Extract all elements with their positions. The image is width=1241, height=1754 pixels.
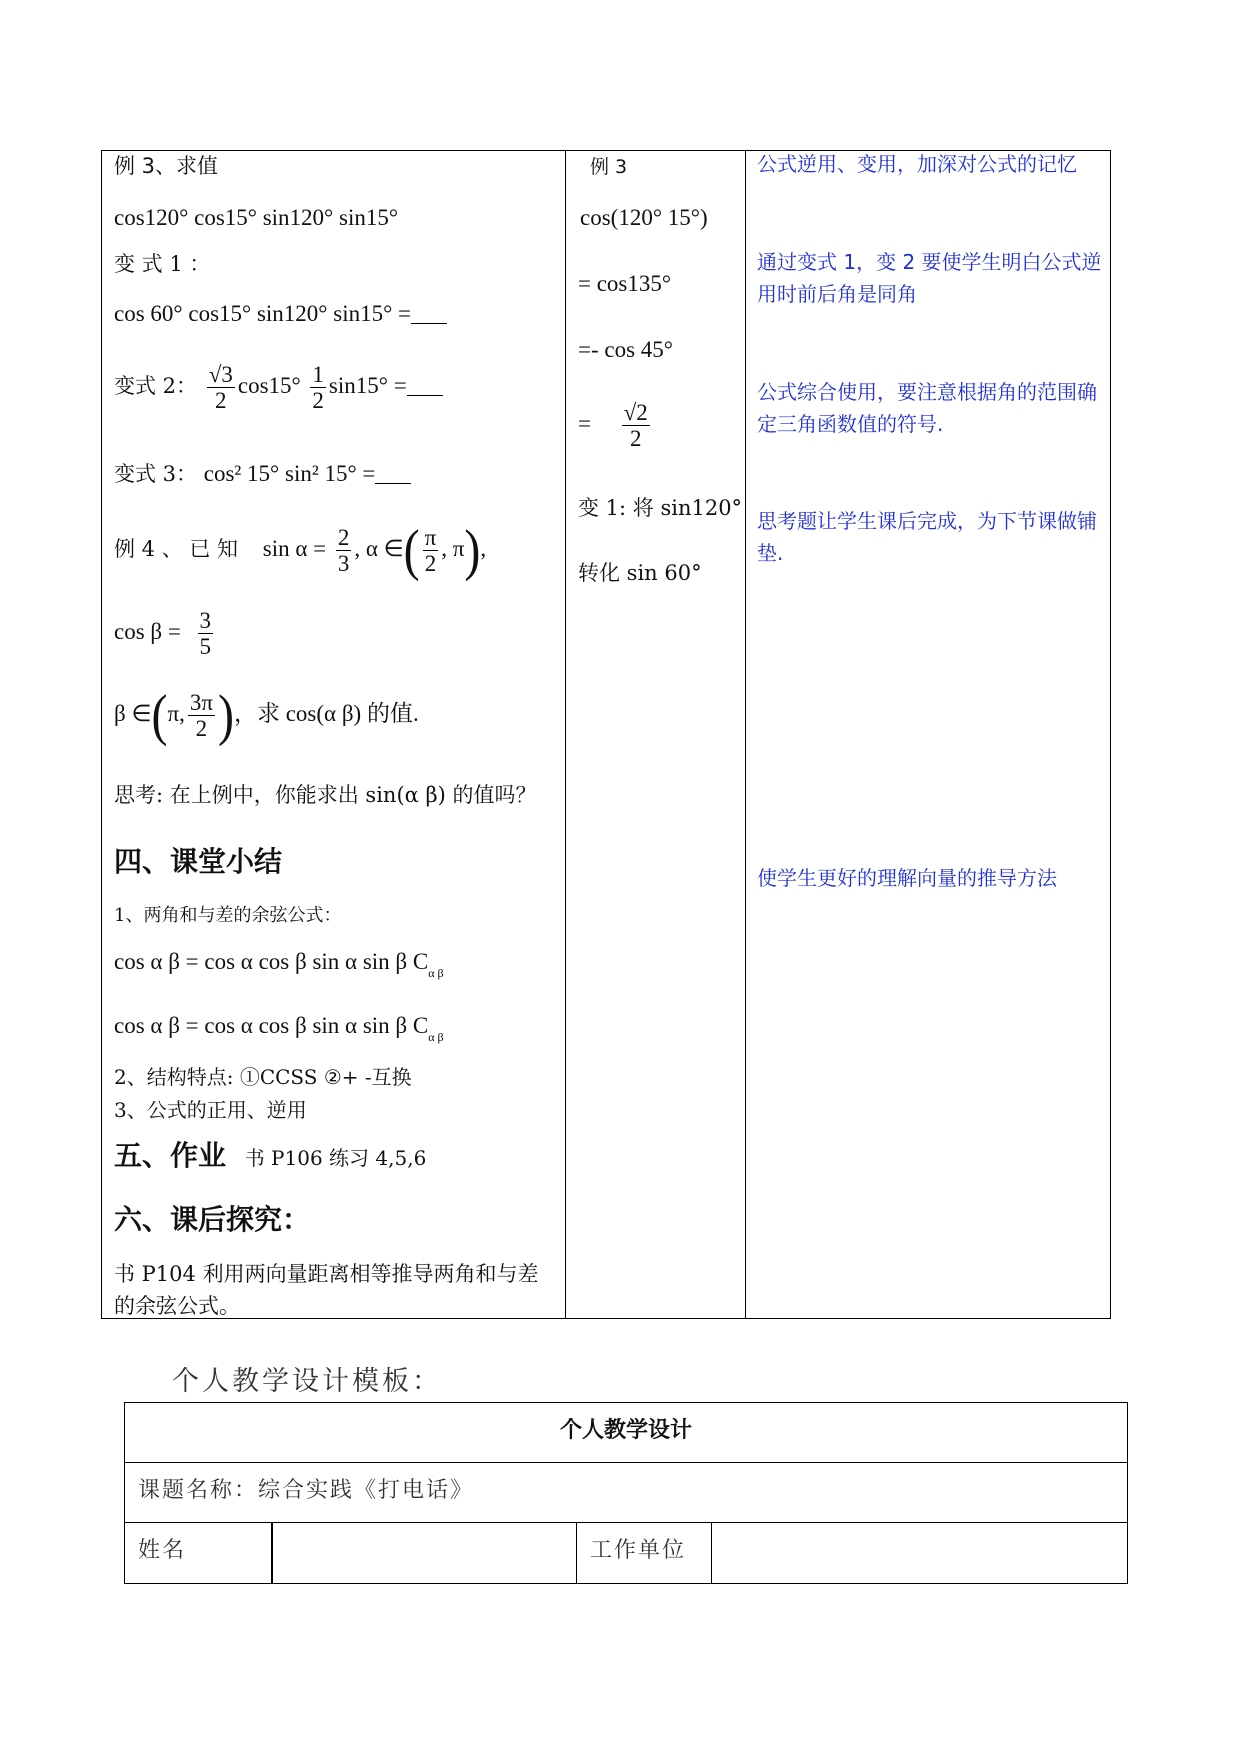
col2-step3: =- cos 45° (578, 337, 673, 362)
section-5 (114, 1139, 427, 1172)
think-question: 思考: 在上例中，你能求出 sin(α β) 的值吗？ (114, 783, 537, 807)
note-homework: 思考题让学生课后完成，为下节课做铺垫. (757, 509, 1097, 565)
table-border-right (1110, 150, 1111, 1319)
name-label: 姓名 (138, 1538, 187, 1563)
example4-cos-beta: cos β = $\frac{3}{5}$ (114, 608, 212, 659)
section-4-heading: 四、课堂小结 (114, 845, 283, 878)
example3-expression: cos120° cos15° sin120° sin15° (114, 205, 399, 230)
row-divider-2 (124, 1522, 1128, 1523)
table-divider-1 (565, 150, 566, 1319)
unit-label: 工作单位 (590, 1538, 687, 1563)
topic-name: 课题名称：综合实践《打电话》 (138, 1478, 475, 1503)
col2-variant1-a: 变 1: 将 sin120° (578, 496, 743, 520)
cell-divider-1 (271, 1522, 273, 1584)
section-6-heading: 六、课后探究： (114, 1203, 311, 1236)
cell-divider-3 (711, 1522, 712, 1584)
summary-item-3: 3、公式的正用、逆用 (114, 1098, 307, 1122)
variant1-expression: cos 60° cos15° sin120° sin15° = (114, 302, 447, 325)
variant3: 变式 3： cos² 15° sin² 15° = (114, 462, 411, 485)
variant2: 变式 2： $\frac{√3}{2}$ cos15° $\frac{1}{2}$ sin15° = (114, 362, 443, 413)
note-sign: 公式综合使用，要注意根据角的范围确定三角函数值的符号. (757, 380, 1097, 436)
section-5-heading: 五、作业 (114, 1139, 227, 1172)
template-title: 个人教学设计 (559, 1418, 692, 1443)
variant2-label: 变式 2： (114, 374, 198, 398)
note-formula-reverse: 公式逆用、变用，加深对公式的记忆 (757, 152, 1077, 176)
row-divider-1 (124, 1462, 1128, 1463)
col2-step1: cos(120° 15°) (580, 205, 708, 230)
example3-title: 例 3、求值 (114, 154, 219, 178)
cosine-sum-formula: cos α β = cos α cos β sin α sin β $C_{\alpha \beta}$ (114, 1013, 444, 1044)
table-divider-2 (745, 150, 746, 1319)
variant1-label: 变 式 1 ： (114, 252, 211, 276)
cosine-difference-formula: cos α β = cos α cos β sin α sin β $C_{\alpha \beta}$ (114, 949, 444, 980)
cell-divider-2 (576, 1522, 577, 1584)
col2-step2: = cos135° (578, 271, 672, 296)
variant3-label: 变式 3： (114, 462, 198, 486)
col2-variant1-b: 转化 sin 60° (578, 561, 702, 585)
example4-given: 例 4 、 已 知 sin α = $\frac{2}{3}$ , α ∈( $\frac{\pi}{2}$ , π), (114, 518, 487, 582)
summary-item-1: 1、两角和与差的余弦公式： (114, 905, 342, 926)
table-border-left (101, 150, 102, 1319)
example4-beta-range: β ∈(π, $\frac{3\pi}{2}$ )，求 cos(α β) 的值. (114, 683, 419, 747)
note-vector: 使学生更好的理解向量的推导方法 (757, 866, 1057, 890)
homework-text: 书 P106 练习 4,5,6 (244, 1146, 427, 1170)
summary-item-2: 2、结构特点: ①CCSS ②+ -互换 (114, 1065, 412, 1089)
col2-example3: 例 3 (590, 156, 628, 178)
note-variants: 通过变式 1，变 2 要使学生明白公式逆用时前后角是同角 (757, 250, 1102, 306)
explore-text: 书 P104 利用两向量距离相等推导两角和与差的余弦公式。 (114, 1262, 539, 1318)
template-caption: 个人教学设计模板： (172, 1366, 442, 1397)
fraction-sqrt3-over-2: $\frac{√3}{2}$ (208, 362, 233, 413)
col2-step4: = $\frac{√2}{2}$ (578, 400, 648, 451)
fraction-1-over-2: $\frac{1}{2}$ (312, 362, 324, 413)
